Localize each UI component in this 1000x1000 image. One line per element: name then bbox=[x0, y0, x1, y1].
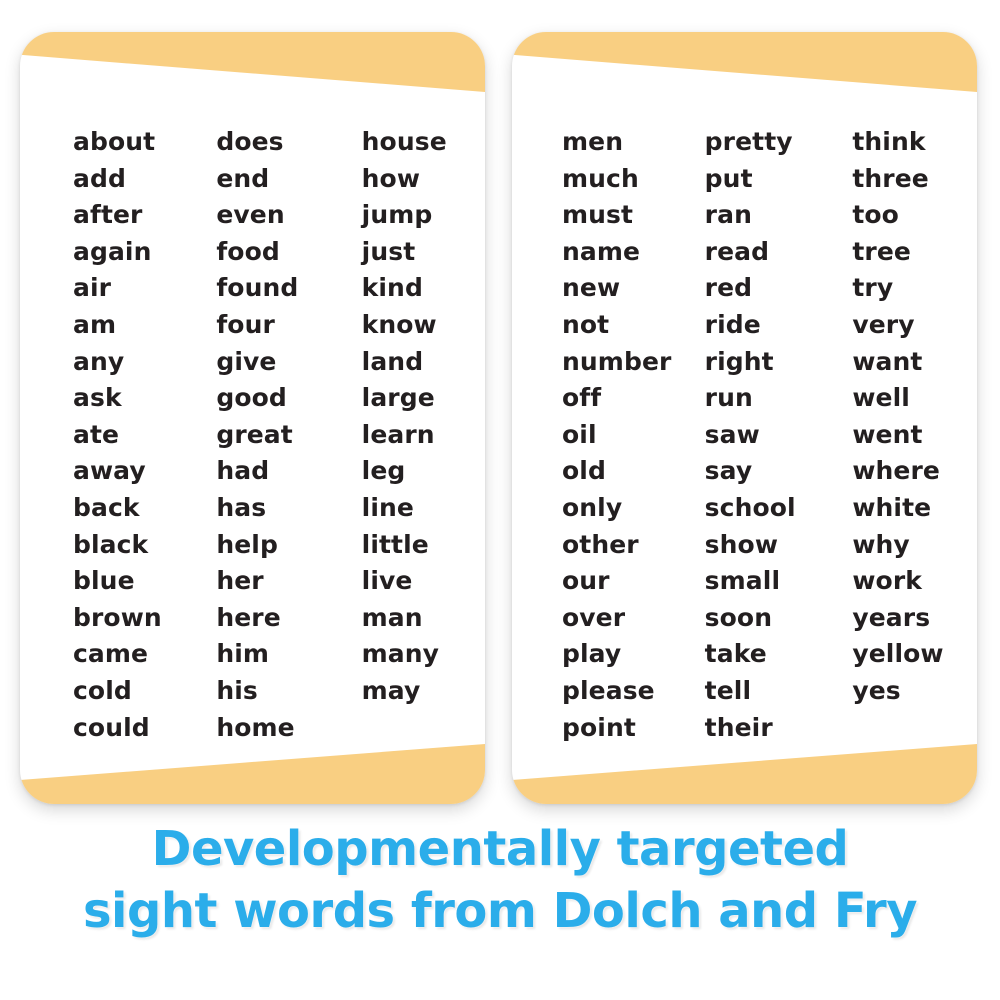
word-item: again bbox=[73, 236, 152, 266]
word-item: their bbox=[704, 712, 773, 742]
word-item: end bbox=[216, 163, 270, 193]
word-item: only bbox=[562, 492, 623, 522]
word-item: live bbox=[361, 566, 413, 596]
word-item: point bbox=[562, 712, 636, 742]
word-item: add bbox=[73, 163, 126, 193]
word-item: men bbox=[562, 127, 624, 156]
word-item: soon bbox=[704, 602, 773, 632]
word-item: ride bbox=[704, 309, 761, 339]
word-item: found bbox=[216, 273, 299, 303]
word-item: had bbox=[216, 456, 270, 486]
word-item: read bbox=[704, 236, 770, 266]
word-item: came bbox=[73, 639, 149, 669]
word-item: her bbox=[216, 566, 264, 596]
word-item: saw bbox=[704, 419, 760, 449]
word-item: little bbox=[361, 529, 429, 559]
word-column-3 bbox=[829, 124, 977, 804]
word-item: tree bbox=[852, 236, 911, 266]
word-item: am bbox=[73, 309, 117, 339]
word-item: man bbox=[361, 602, 423, 632]
word-item: tell bbox=[704, 675, 752, 705]
word-item: large bbox=[361, 383, 435, 413]
word-item: off bbox=[562, 383, 602, 413]
word-item: well bbox=[852, 383, 910, 413]
word-item: take bbox=[704, 639, 767, 669]
word-item: black bbox=[73, 529, 149, 559]
word-item: years bbox=[852, 602, 931, 632]
word-item: good bbox=[216, 383, 287, 413]
word-item: say bbox=[704, 456, 753, 486]
word-item: number bbox=[562, 346, 672, 376]
word-item: kind bbox=[361, 273, 423, 303]
word-item: four bbox=[216, 309, 275, 339]
word-item: much bbox=[562, 163, 639, 193]
word-item: does bbox=[216, 127, 284, 156]
word-item: air bbox=[73, 273, 112, 303]
word-item: home bbox=[216, 712, 295, 742]
word-item: must bbox=[562, 200, 634, 230]
word-item: yes bbox=[852, 675, 901, 705]
word-item: land bbox=[361, 346, 424, 376]
word-item: old bbox=[562, 456, 606, 486]
word-item: ate bbox=[73, 419, 120, 449]
word-item: too bbox=[852, 200, 899, 230]
word-item: away bbox=[73, 456, 146, 486]
word-item: help bbox=[216, 529, 278, 559]
word-item: even bbox=[216, 200, 285, 230]
word-item: work bbox=[852, 566, 922, 596]
word-item: want bbox=[852, 346, 923, 376]
word-item: three bbox=[852, 163, 929, 193]
word-item: him bbox=[216, 639, 270, 669]
word-item: right bbox=[704, 346, 774, 376]
word-column-1 bbox=[512, 124, 687, 804]
word-item: know bbox=[361, 309, 437, 339]
word-column-3 bbox=[340, 124, 485, 804]
word-item: food bbox=[216, 236, 280, 266]
word-item: run bbox=[704, 383, 753, 413]
word-item: back bbox=[73, 492, 140, 522]
word-item: line bbox=[361, 492, 414, 522]
word-item: yellow bbox=[852, 639, 944, 669]
word-item: about bbox=[73, 127, 156, 156]
word-item: could bbox=[73, 712, 150, 742]
word-item: leg bbox=[361, 456, 406, 486]
word-item: has bbox=[216, 492, 267, 522]
word-item: his bbox=[216, 675, 258, 705]
word-item: great bbox=[216, 419, 293, 449]
word-item: may bbox=[361, 675, 421, 705]
word-item: just bbox=[361, 236, 416, 266]
word-item: name bbox=[562, 236, 641, 266]
word-item: brown bbox=[73, 602, 162, 632]
word-item: think bbox=[852, 127, 926, 156]
word-item: why bbox=[852, 529, 910, 559]
word-item: other bbox=[562, 529, 639, 559]
word-item: ran bbox=[704, 200, 752, 230]
word-item: try bbox=[852, 273, 894, 303]
word-item: please bbox=[562, 675, 655, 705]
word-item: put bbox=[704, 163, 753, 193]
word-column-2 bbox=[196, 124, 339, 804]
word-item: play bbox=[562, 639, 622, 669]
word-item: where bbox=[852, 456, 940, 486]
word-item: very bbox=[852, 309, 915, 339]
word-item: how bbox=[361, 163, 421, 193]
word-item: pretty bbox=[704, 127, 793, 156]
word-item: our bbox=[562, 566, 610, 596]
caption bbox=[0, 818, 1000, 942]
word-item: ask bbox=[73, 383, 122, 413]
caption-line-1: Developmentally targeted bbox=[151, 821, 849, 877]
word-item: give bbox=[216, 346, 277, 376]
word-item: jump bbox=[361, 200, 433, 230]
word-item: white bbox=[852, 492, 932, 522]
word-item: not bbox=[562, 309, 610, 339]
word-column-1 bbox=[20, 124, 196, 804]
word-item: small bbox=[704, 566, 781, 596]
word-item: learn bbox=[361, 419, 435, 449]
word-item: over bbox=[562, 602, 626, 632]
sight-word-card-left bbox=[20, 32, 485, 804]
word-item: many bbox=[361, 639, 440, 669]
word-item: blue bbox=[73, 566, 135, 596]
word-item: cold bbox=[73, 675, 132, 705]
word-item: here bbox=[216, 602, 281, 632]
word-column-2 bbox=[687, 124, 830, 804]
word-item: show bbox=[704, 529, 779, 559]
word-item: house bbox=[361, 127, 447, 156]
word-item: any bbox=[73, 346, 125, 376]
word-item: went bbox=[852, 419, 923, 449]
word-item: new bbox=[562, 273, 621, 303]
word-item: red bbox=[704, 273, 753, 303]
caption-line-2: sight words from Dolch and Fry bbox=[82, 883, 918, 939]
word-item: oil bbox=[562, 419, 597, 449]
word-item: school bbox=[704, 492, 796, 522]
sight-word-card-right bbox=[512, 32, 977, 804]
word-item: after bbox=[73, 200, 143, 230]
